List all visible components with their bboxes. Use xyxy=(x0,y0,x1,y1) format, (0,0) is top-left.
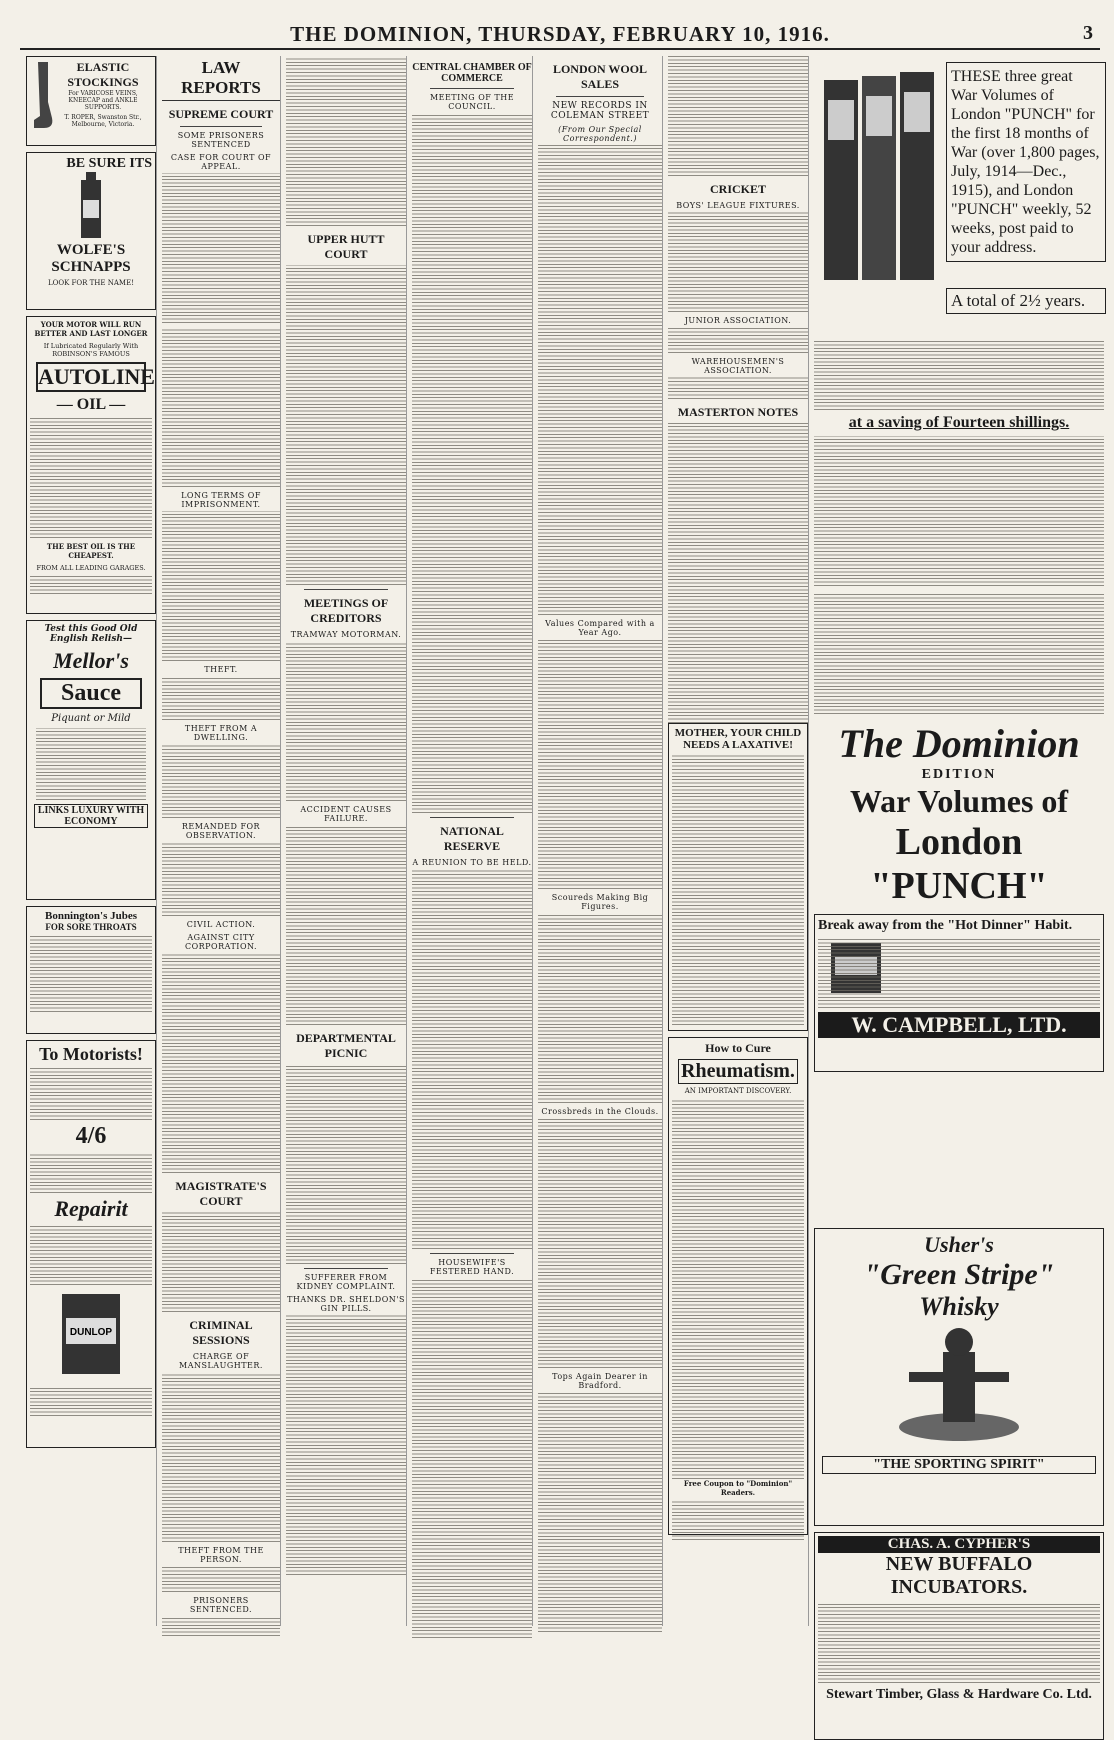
punch-price-copy xyxy=(814,340,1104,410)
jubes-copy xyxy=(30,936,152,1012)
mellor-links: LINKS LUXURY WITH ECONOMY xyxy=(34,804,148,828)
motorists-copy3 xyxy=(30,1225,152,1285)
coupon-heading: Free Coupon to "Dominion" Readers. xyxy=(683,1479,793,1497)
reunion-body xyxy=(412,869,532,1249)
wolfe-brand: WOLFE'S SCHNAPPS xyxy=(51,242,131,275)
cypher-name: CHAS. A. CYPHER'S xyxy=(818,1536,1100,1553)
sporting-spirit: "THE SPORTING SPIRIT" xyxy=(822,1456,1096,1474)
motorists-copy xyxy=(30,1068,152,1120)
autoline-ad xyxy=(26,316,156,614)
incubator-copy xyxy=(818,1603,1100,1683)
autoline-best: THE BEST OIL IS THE CHEAPEST. xyxy=(46,542,136,560)
mellor-top: Test this Good Old English Relish— xyxy=(44,624,138,644)
records-heading: NEW RECORDS IN COLEMAN STREET xyxy=(550,101,650,121)
coupon-form[interactable] xyxy=(672,1500,804,1540)
tin-label: DUNLOP xyxy=(69,1327,113,1338)
usher-ad xyxy=(814,1228,1104,1526)
council-heading: MEETING OF THE COUNCIL. xyxy=(429,93,515,111)
person-body xyxy=(162,1566,280,1592)
long-terms-heading: LONG TERMS OF IMPRISONMENT. xyxy=(181,491,261,509)
laxative-heading: MOTHER, YOUR CHILD NEEDS A LAXATIVE! xyxy=(674,727,802,751)
autoline-copy xyxy=(30,418,152,538)
stockings-title: ELASTIC STOCKINGS xyxy=(67,60,139,89)
bradford-heading: Tops Again Dearer in Bradford. xyxy=(552,1372,648,1390)
crossbreds-body xyxy=(538,1118,662,1368)
picnic-body xyxy=(286,1064,406,1264)
wolfe-ad xyxy=(26,152,156,310)
remanded-body xyxy=(162,842,280,916)
appeal-body xyxy=(162,173,280,323)
motorists-price: 4/6 xyxy=(75,1123,107,1149)
manslaughter-heading: CHARGE OF MANSLAUGHTER. xyxy=(179,1352,263,1370)
junior-body xyxy=(668,327,808,353)
bradford-body xyxy=(538,1392,662,1632)
kidney-heading: SUFFERER FROM KIDNEY COMPLAINT. xyxy=(296,1273,396,1291)
national-reserve-heading: NATIONAL RESERVE xyxy=(440,824,504,853)
gin-pills-heading: THANKS DR. SHELDON'S GIN PILLS. xyxy=(287,1295,405,1313)
criminal-heading: CRIMINAL SESSIONS xyxy=(189,1318,253,1347)
how-to-cure: How to Cure xyxy=(705,1041,771,1055)
values-body xyxy=(538,639,662,889)
order-form[interactable] xyxy=(814,594,1104,714)
campbell-ad xyxy=(814,914,1104,1072)
prisoners-body xyxy=(162,1616,280,1636)
punch-books-icon xyxy=(818,70,938,290)
autoline-garages: FROM ALL LEADING GARAGES. xyxy=(36,564,146,572)
cricket-heading: CRICKET xyxy=(709,182,766,196)
rheumatism-copy xyxy=(672,1099,804,1479)
repairit-tin-icon xyxy=(56,1288,126,1380)
boys-league-heading: BOYS' LEAGUE FIXTURES. xyxy=(676,201,800,210)
sport-column xyxy=(668,56,809,1626)
motorists-title: To Motorists! xyxy=(39,1044,143,1064)
masterton-heading: MASTERTON NOTES xyxy=(677,405,799,419)
masterton-body xyxy=(668,423,808,723)
commerce-column xyxy=(412,56,533,1626)
continued-body xyxy=(286,56,406,226)
law-reports-column xyxy=(162,56,281,1626)
tramway-body xyxy=(286,641,406,801)
edition-label: EDITION xyxy=(921,767,997,782)
long-terms-body xyxy=(162,511,280,661)
mellor-tag: Piquant or Mild xyxy=(51,713,131,724)
scoured-body xyxy=(538,913,662,1103)
sporting-figure-icon xyxy=(879,1322,1039,1452)
magistrates-body xyxy=(162,1212,280,1312)
incubator-ad xyxy=(814,1532,1104,1740)
chamber-heading: CENTRAL CHAMBER OF COMMERCE xyxy=(412,62,532,84)
laxative-copy xyxy=(672,755,804,1025)
creditors-heading: MEETINGS OF CREDITORS xyxy=(303,596,389,625)
autoline-oil: — OIL — xyxy=(56,396,126,413)
manslaughter-body xyxy=(162,1372,280,1542)
punch-offer-text: THESE three great War Volumes of London "PUNCH" for the first 18 months of War (over 1,800 pages, July, 1914—Dec., 1915), and London "PUNCH" weekly, 52 weeks, post paid to your address. xyxy=(946,62,1106,262)
civil-heading: CIVIL ACTION. xyxy=(186,920,256,929)
crossbreds-heading: Crossbreds in the Clouds. xyxy=(541,1107,659,1116)
bottle-icon xyxy=(71,172,111,242)
mellor-sauce: Sauce xyxy=(40,678,142,709)
wolfe-bottom: LOOK FOR THE NAME! xyxy=(47,279,135,287)
warehousemen-body xyxy=(668,377,808,399)
motorists-ad xyxy=(26,1040,156,1448)
mellor-brand: Mellor's xyxy=(53,648,129,673)
dwelling-heading: THEFT FROM A DWELLING. xyxy=(184,724,258,742)
page-number: 3 xyxy=(1083,22,1094,44)
repairit-brand: Repairit xyxy=(54,1196,128,1221)
law-reports-title: LAW REPORTS xyxy=(162,58,280,101)
edition-copy xyxy=(814,436,1104,586)
dominion-war-volumes xyxy=(814,720,1104,908)
tramway-heading: TRAMWAY MOTORMAN. xyxy=(290,630,402,639)
upper-hutt-body xyxy=(286,265,406,585)
wool-column xyxy=(538,56,663,1626)
wool-sales-heading: LONDON WOOL SALES xyxy=(552,62,648,91)
discovery-heading: AN IMPORTANT DISCOVERY. xyxy=(684,1087,792,1095)
general-printing-note xyxy=(30,1386,152,1416)
boys-body xyxy=(668,212,808,312)
junior-heading: JUNIOR ASSOCIATION. xyxy=(684,316,792,325)
dwelling-body xyxy=(162,744,280,818)
autoline-top: YOUR MOTOR WILL RUN BETTER AND LAST LONGER xyxy=(34,320,148,338)
court-column xyxy=(286,56,407,1626)
housewife-body xyxy=(412,1278,532,1638)
supreme-court-heading: SUPREME COURT xyxy=(168,107,274,121)
mellor-ad xyxy=(26,620,156,900)
magistrates-heading: MAGISTRATE'S COURT xyxy=(175,1179,267,1208)
london-punch-label: London "PUNCH" xyxy=(870,821,1048,907)
values-heading: Values Compared with a Year Ago. xyxy=(545,619,655,637)
rheumatism-title: Rheumatism. xyxy=(678,1059,798,1084)
campbell-copy xyxy=(818,938,1100,1008)
wool-body xyxy=(538,145,662,615)
appeal-heading: CASE FOR COURT OF APPEAL. xyxy=(170,153,272,171)
ad-column-left xyxy=(26,56,157,1626)
remanded-heading: REMANDED FOR OBSERVATION. xyxy=(181,822,261,840)
picnic-heading: DEPARTMENTAL PICNIC xyxy=(296,1031,396,1060)
jubes-title: Bonnington's Jubes xyxy=(44,910,137,922)
dominion-title: The Dominion xyxy=(838,721,1080,766)
council-body xyxy=(412,113,532,813)
autoline-distributors xyxy=(30,576,152,594)
war-volumes-label: War Volumes of xyxy=(849,783,1069,819)
correspondent-line: (From Our Special Correspondent.) xyxy=(558,125,642,143)
saving-line: at a saving of Fourteen shillings. xyxy=(848,414,1070,431)
jubes-sub: FOR SORE THROATS xyxy=(45,922,137,932)
stockings-ad xyxy=(26,56,156,146)
whisky-label: Whisky xyxy=(919,1292,999,1321)
autoline-mid: If Lubricated Regularly With ROBINSON'S FAMOUS xyxy=(43,342,139,358)
against-heading: AGAINST CITY CORPORATION. xyxy=(184,933,258,951)
autoline-brand: AUTOLINE xyxy=(36,362,146,392)
punch-offer xyxy=(814,56,1104,336)
masthead-title: THE DOMINION, THURSDAY, FEBRUARY 10, 1916. xyxy=(290,22,830,46)
laxative-ad xyxy=(668,723,808,1031)
punch-total: A total of 2½ years. xyxy=(946,288,1106,314)
theft-heading: THEFT. xyxy=(204,665,238,674)
housewife-heading: HOUSEWIFE'S FESTERED HAND. xyxy=(429,1258,515,1276)
motorists-copy2 xyxy=(30,1153,152,1193)
stewart-name: Stewart Timber, Glass & Hardware Co. Ltd. xyxy=(826,1687,1092,1702)
ad-column-right xyxy=(814,56,1104,1702)
sentenced-heading: SOME PRISONERS SENTENCED xyxy=(177,131,265,149)
scoured-heading: Scoureds Making Big Figures. xyxy=(551,893,649,911)
wool-continued-body xyxy=(668,56,808,176)
campbell-headline: Break away from the "Hot Dinner" Habit. xyxy=(818,918,1073,933)
masthead xyxy=(20,22,1100,50)
civil-body xyxy=(162,953,280,1173)
usher-brand: Usher's xyxy=(924,1232,994,1257)
kidney-body xyxy=(286,1315,406,1575)
stocking-icon xyxy=(30,60,54,130)
green-stripe: "Green Stripe" xyxy=(863,1258,1055,1291)
stockings-sub: For VARICOSE VEINS, KNEECAP and ANKLE SUPPORTS. xyxy=(68,90,138,111)
theft-body xyxy=(162,676,280,720)
wolfe-top: BE SURE ITS xyxy=(66,156,152,171)
accident-body xyxy=(286,825,406,1025)
mellor-copy xyxy=(36,728,146,800)
rheumatism-ad xyxy=(668,1037,808,1535)
reunion-heading: A REUNION TO BE HELD. xyxy=(412,858,532,867)
incubator-title: NEW BUFFALO INCUBATORS. xyxy=(885,1553,1033,1598)
appeal-body-2 xyxy=(162,327,280,487)
upper-hutt-heading: UPPER HUTT COURT xyxy=(307,232,385,261)
accident-heading: ACCIDENT CAUSES FAILURE. xyxy=(300,805,392,823)
prisoners-heading: PRISONERS SENTENCED. xyxy=(189,1596,253,1614)
warehousemen-heading: WAREHOUSEMEN'S ASSOCIATION. xyxy=(691,357,785,375)
person-heading: THEFT FROM THE PERSON. xyxy=(178,1546,264,1564)
stockings-maker: T. ROPER, Swanston Str., Melbourne, Victoria. xyxy=(64,114,142,128)
campbell-name: W. CAMPBELL, LTD. xyxy=(818,1012,1100,1038)
jubes-ad xyxy=(26,906,156,1034)
